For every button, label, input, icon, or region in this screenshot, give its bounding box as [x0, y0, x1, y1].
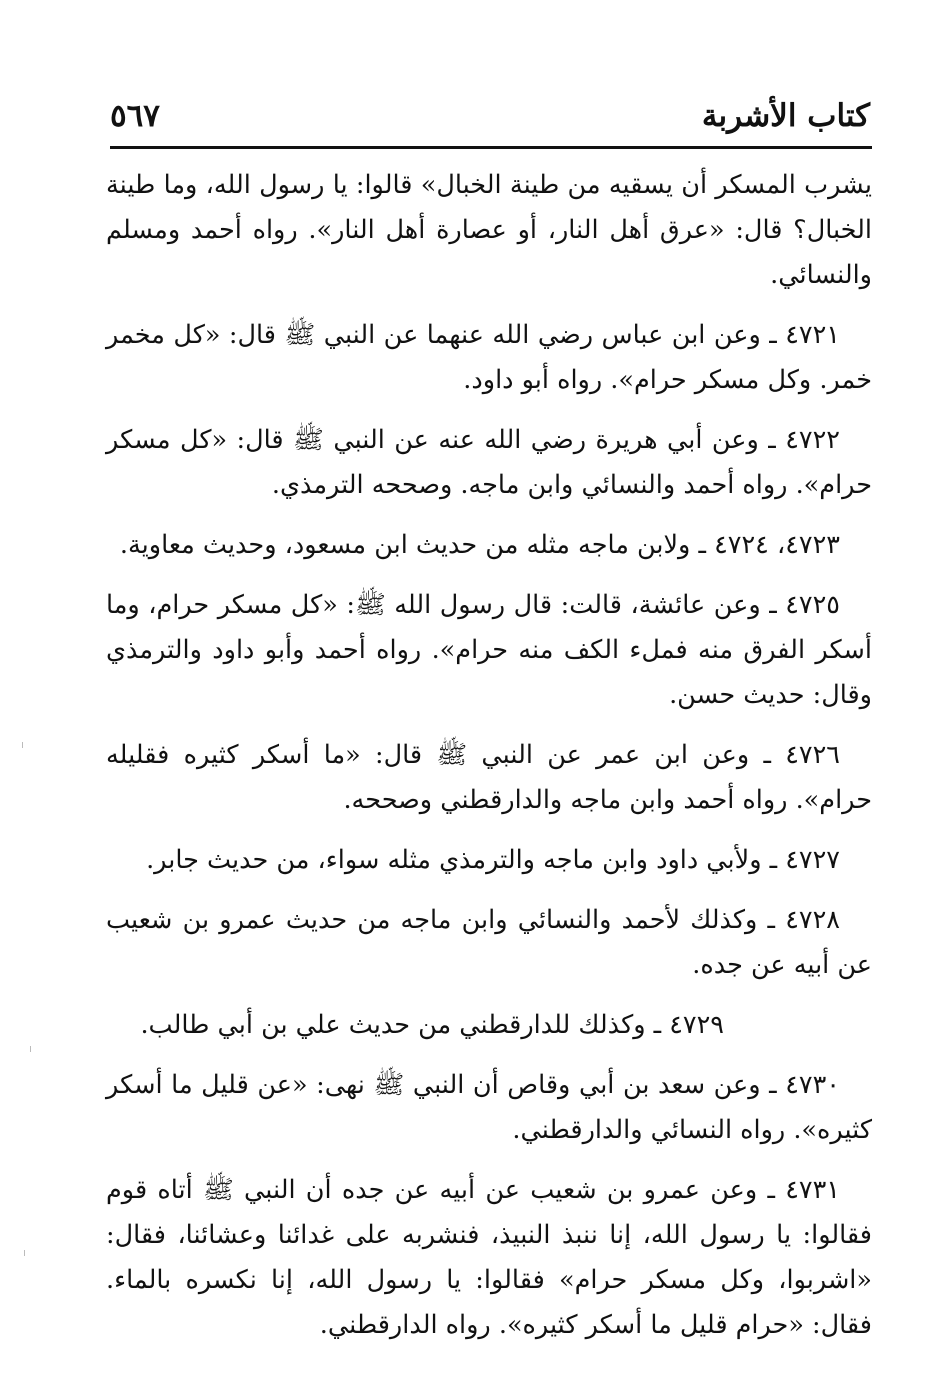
hadith-4723-4724: ٤٧٢٣، ٤٧٢٤ ـ ولابن ماجه مثله من حديث ابن مسعود، وحديث معاوية. — [119, 530, 840, 560]
page-body — [106, 163, 872, 1363]
hadith-4728: ٤٧٢٨ ـ وكذلك لأحمد والنسائي وابن ماجه من حديث عمرو بن شعيب عن أبيه عن جده. — [106, 905, 872, 980]
hadith-4731: ٤٧٣١ ـ وعن عمرو بن شعيب عن أبيه عن جده أن النبي ﷺ أتاه قوم فقالوا: يا رسول الله، إنا ننبذ النبيذ، فنشربه على غدائنا وعشائنا، فقال: «اشربوا، وكل مسكر حرام» فقالوا: يا رسول الله، إنا نكسره بالماء. فقال: «حرام قليل ما أسكر كثيره». رواه الدارقطني. — [106, 1175, 872, 1340]
scan-margin-mark — [22, 742, 23, 748]
page-number: ٥٦٧ — [110, 98, 160, 134]
hadith-4727: ٤٧٢٧ ـ ولأبي داود وابن ماجه والترمذي مثله سواء، من حديث جابر. — [146, 845, 840, 875]
hadith-4730: ٤٧٣٠ ـ وعن سعد بن أبي وقاص أن النبي ﷺ نهى: «عن قليل ما أسكر كثيره». رواه النسائي والدارقطني. — [106, 1070, 872, 1145]
hadith-4722: ٤٧٢٢ ـ وعن أبي هريرة رضي الله عنه عن النبي ﷺ قال: «كل مسكر حرام». رواه أحمد والنسائي وابن ماجه. وصححه الترمذي. — [106, 425, 872, 500]
hadith-4726: ٤٧٢٦ ـ وعن ابن عمر عن النبي ﷺ قال: «ما أسكر كثيره فقليله حرام». رواه أحمد وابن ماجه والدارقطني وصححه. — [106, 740, 872, 815]
hadith-4725: ٤٧٢٥ ـ وعن عائشة، قالت: قال رسول الله ﷺ: «كل مسكر حرام، وما أسكر الفرق منه فملء الكف منه حرام». رواه أحمد وأبو داود والترمذي وقال: حديث حسن. — [106, 590, 872, 710]
scan-margin-mark — [24, 1250, 25, 1256]
running-title: كتاب الأشربة — [701, 98, 870, 134]
hadith-4721: ٤٧٢١ ـ وعن ابن عباس رضي الله عنهما عن النبي ﷺ قال: «كل مخمر خمر. وكل مسكر حرام». رواه أبو داود. — [106, 320, 872, 395]
scan-margin-mark — [30, 1046, 31, 1052]
header-rule — [110, 146, 872, 149]
paragraph-continuation: يشرب المسكر أن يسقيه من طينة الخبال» قالوا: يا رسول الله، وما طينة الخبال؟ قال: «عرق أهل النار، أو عصارة أهل النار». رواه أحمد ومسلم والنسائي. — [106, 170, 872, 290]
hadith-4729: ٤٧٢٩ ـ وكذلك للدارقطني من حديث علي بن أبي طالب. — [140, 1010, 724, 1040]
page-header — [110, 92, 870, 148]
